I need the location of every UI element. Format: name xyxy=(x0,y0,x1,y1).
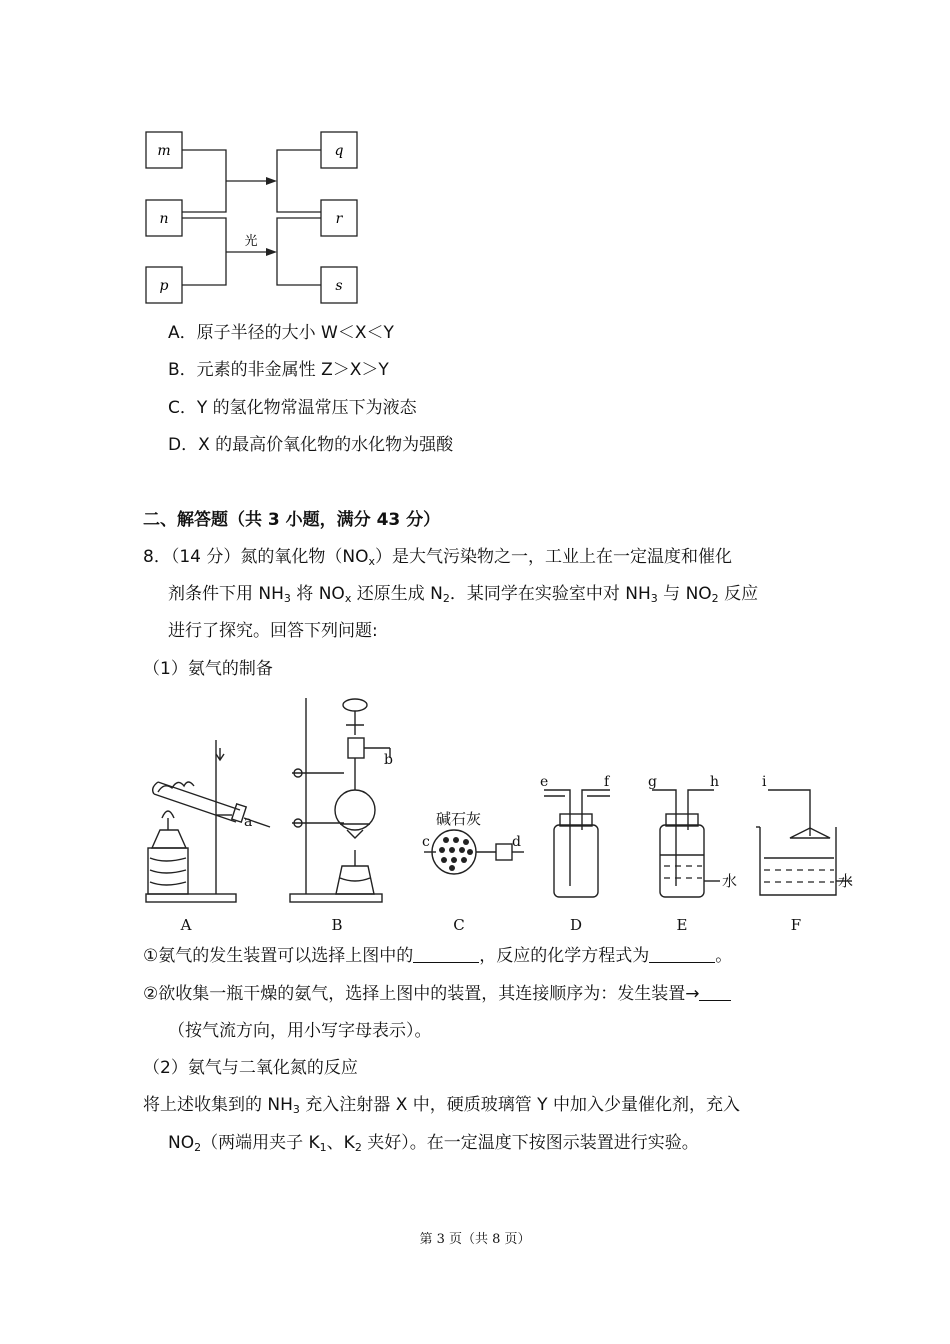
soda-lime-label: 碱石灰 xyxy=(436,810,482,828)
q8-line-2: 剂条件下用 $NH_3$ 将 $NO_x$ 还原生成 $N_2$．某同学在实验室中对 $NH_3$ 与 $NO_2$ 反应 xyxy=(168,584,759,605)
apparatus-e xyxy=(652,790,720,897)
apparatus-d xyxy=(544,790,610,897)
port-f: f xyxy=(604,774,610,790)
port-a: a xyxy=(244,814,253,830)
q8-sub-1: ①氨气的发生装置可以选择上图中的 ，反应的化学方程式为 。 xyxy=(143,946,733,966)
water-label-f: 水 xyxy=(838,872,854,890)
q8-part-2-line-2: $NO_2$（两端用夹子 $K_1$、$K_2$ 夹好）。在一定温度下按图示装置进行实验。 xyxy=(168,1133,699,1154)
port-b: b xyxy=(384,752,393,768)
port-g: g xyxy=(648,774,657,790)
q8-line-1: 8．（14 分）氮的氧化物$(NO_x)$是大气污染物之一，工业上在一定温度和催化 xyxy=(143,547,732,568)
apparatus-label-f: F xyxy=(790,916,802,934)
q8-part-1-title: （1）氨气的制备 xyxy=(143,659,273,679)
q8-line-3: 进行了探究。回答下列问题: xyxy=(168,621,378,641)
apparatus-label-a: A xyxy=(180,916,192,934)
answer-blank-1[interactable] xyxy=(413,944,479,963)
section-2-title: 二、解答题（共 3 小题，满分 43 分） xyxy=(143,510,441,530)
option-c: C．Y 的氢化物常温常压下为液态 xyxy=(168,398,417,418)
water-label-e: 水 xyxy=(722,872,738,890)
port-e: e xyxy=(540,774,549,790)
box-r-label: r xyxy=(335,211,343,227)
apparatus-label-b: B xyxy=(331,916,343,934)
answer-blank-2[interactable] xyxy=(649,944,715,963)
option-a: A．原子半径的大小 W＜X＜Y xyxy=(168,323,394,343)
option-b: B．元素的非金属性 Z＞X＞Y xyxy=(168,360,389,380)
port-i: i xyxy=(762,774,767,790)
option-d: D．X 的最高价氧化物的水化物为强酸 xyxy=(168,435,454,455)
q8-sub-2-cont: （按气流方向，用小写字母表示）。 xyxy=(168,1021,432,1041)
apparatus-label-c: C xyxy=(453,916,465,934)
q8-part-2-line-1: 将上述收集到的 $NH_3$ 充入注射器 X 中，硬质玻璃管 Y 中加入少量催化剂，充入 xyxy=(143,1095,740,1116)
port-h: h xyxy=(710,774,720,790)
apparatus-label-d: D xyxy=(569,916,583,934)
q8-part-2-title: （2）氨气与二氧化氮的反应 xyxy=(143,1058,358,1078)
page-footer: 第 3 页（共 8 页） xyxy=(419,1232,531,1247)
box-q-label: q xyxy=(334,143,344,159)
box-p-label: p xyxy=(159,278,169,294)
port-c: c xyxy=(422,834,430,850)
box-n-label: n xyxy=(159,211,169,227)
apparatus-c xyxy=(424,830,524,874)
apparatus-label-e: E xyxy=(676,916,688,934)
apparatus-b xyxy=(290,698,390,902)
reaction-flow-diagram xyxy=(140,124,370,309)
arrow-light-label: 光 xyxy=(244,234,258,249)
box-s-label: s xyxy=(335,278,343,294)
box-m-label: m xyxy=(157,143,171,159)
apparatus-figure xyxy=(140,690,860,938)
answer-blank-3[interactable] xyxy=(699,982,731,1001)
q8-sub-2: ②欲收集一瓶干燥的氨气，选择上图中的装置，其连接顺序为：发生装置→ xyxy=(143,982,731,1006)
port-d: d xyxy=(512,834,521,850)
